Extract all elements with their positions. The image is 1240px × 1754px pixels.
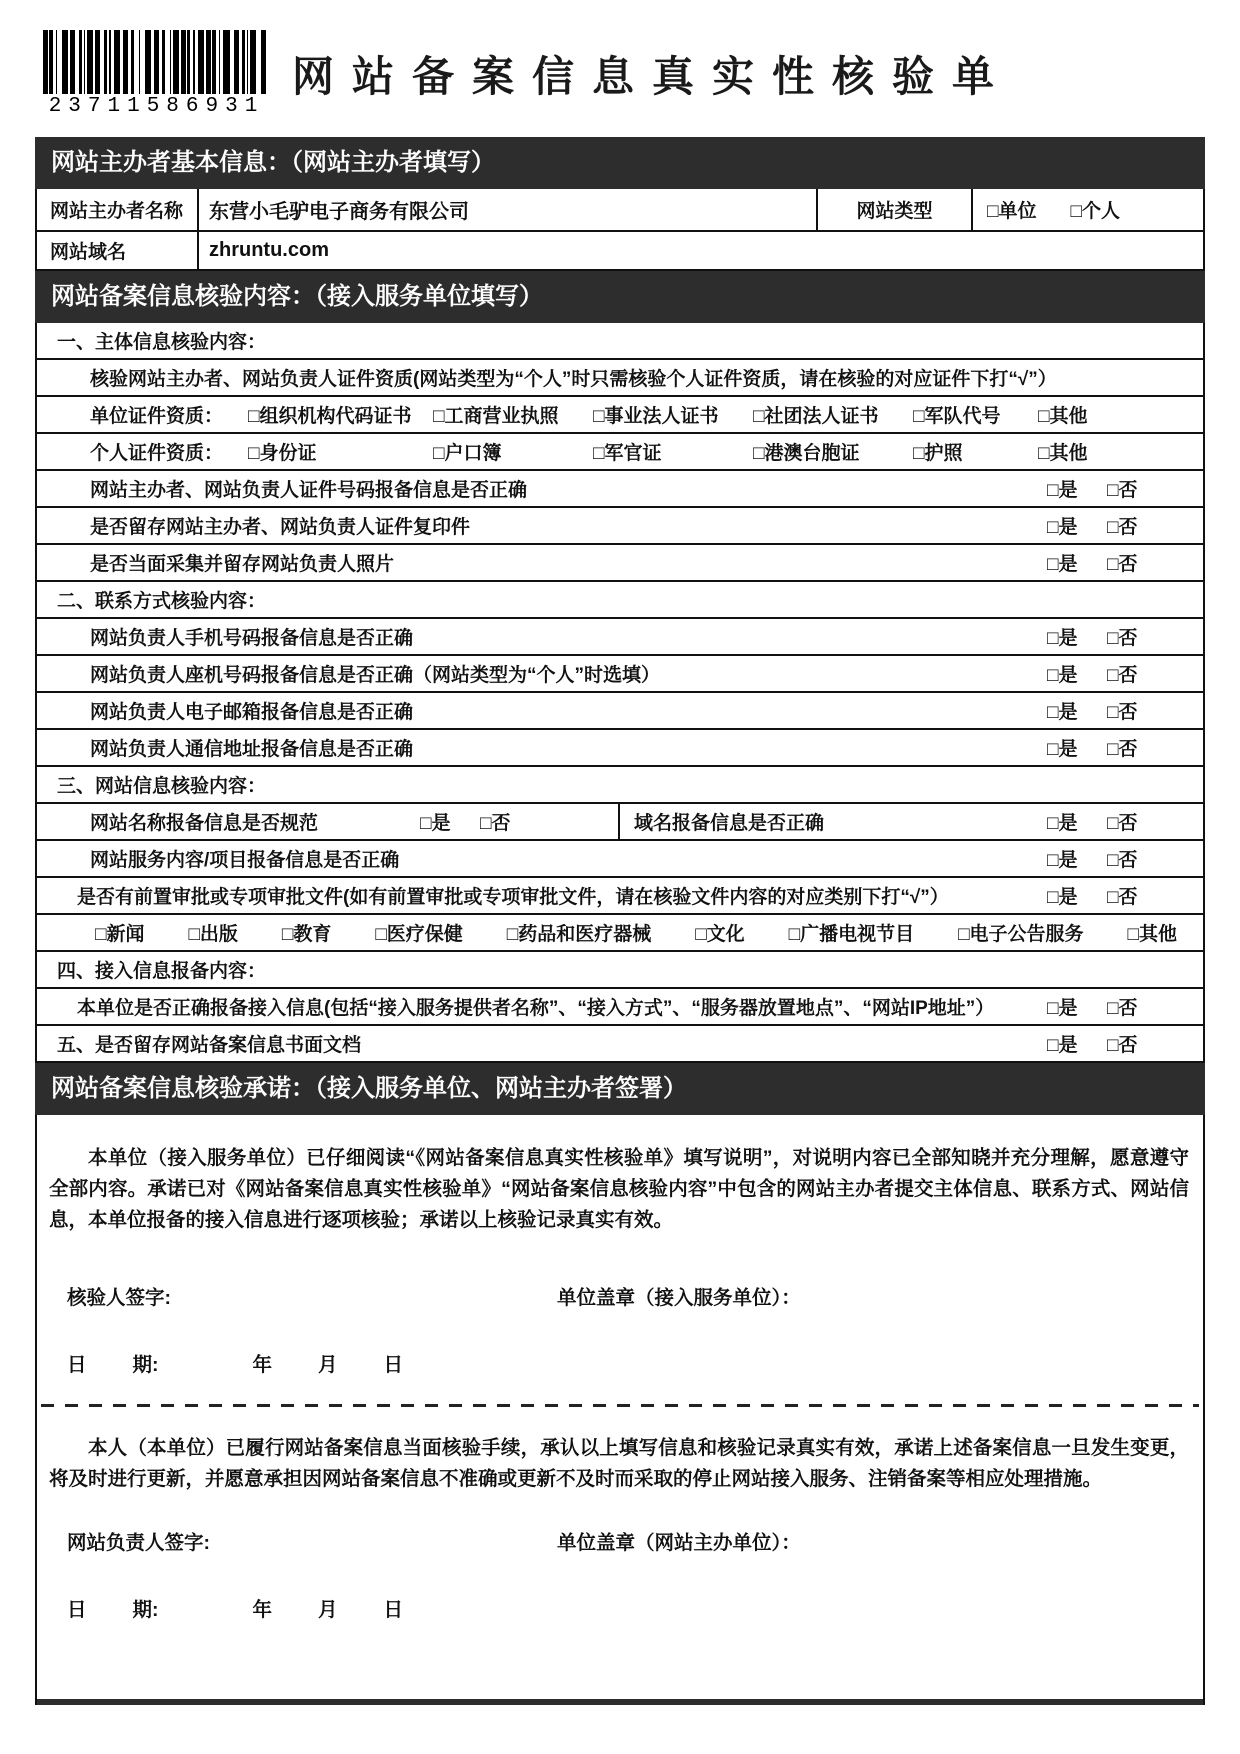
row-pre-approval	[37, 878, 1203, 915]
approval-category-checkbox[interactable]: □医疗保健	[375, 924, 463, 945]
question-text: 网站负责人手机号码报备信息是否正确	[90, 628, 414, 649]
no-checkbox[interactable]: □否	[1107, 554, 1138, 575]
no-checkbox[interactable]: □否	[1107, 480, 1138, 501]
heading-contact-info	[37, 582, 1203, 619]
date-month-label: 月	[318, 1599, 338, 1621]
no-checkbox[interactable]: □否	[1107, 517, 1138, 538]
row-approval-categories	[37, 915, 1203, 952]
unit-cert-option-checkbox[interactable]: □社团法人证书	[753, 406, 879, 427]
heading-label: 一、主体信息核验内容：	[57, 332, 267, 353]
barcode-block	[35, 22, 270, 118]
unit-cert-option-checkbox[interactable]: □事业法人证书	[593, 406, 719, 427]
domain-value[interactable]: zhruntu.com	[197, 232, 1203, 269]
no-checkbox[interactable]: □否	[1107, 998, 1138, 1019]
personal-cert-option-checkbox[interactable]: □军官证	[593, 443, 662, 464]
row-service-content	[37, 841, 1203, 878]
unit-cert-option-checkbox[interactable]: □组织机构代码证书	[248, 406, 412, 427]
question-text: 本单位是否正确报备接入信息(包括“接入服务提供者名称”、“接入方式”、“服务器放置地点”、“网站IP地址”）	[77, 998, 995, 1019]
personal-cert-option-checkbox[interactable]: □港澳台胞证	[753, 443, 860, 464]
question-text: 网站服务内容/项目报备信息是否正确	[90, 850, 400, 871]
no-checkbox[interactable]: □否	[1107, 628, 1138, 649]
row-organizer-name	[37, 189, 1203, 232]
approval-category-checkbox[interactable]: □新闻	[95, 924, 145, 945]
date-month-label: 月	[318, 1354, 338, 1376]
approval-category-checkbox[interactable]: □出版	[188, 924, 238, 945]
personal-cert-option-checkbox[interactable]: □户口簿	[433, 443, 502, 464]
question-text: 是否留存网站主办者、网站负责人证件复印件	[90, 517, 471, 538]
row-paper-archive	[37, 1026, 1203, 1063]
heading-access-info	[37, 952, 1203, 989]
personal-cert-label: 个人证件资质：	[90, 443, 224, 464]
verification-form	[35, 137, 1205, 1705]
approval-category-checkbox[interactable]: □药品和医疗器械	[506, 924, 652, 945]
no-checkbox[interactable]: □否	[480, 813, 511, 834]
yes-checkbox[interactable]: □是	[1047, 998, 1078, 1019]
date-day-label: 日	[383, 1354, 404, 1376]
yes-checkbox[interactable]: □是	[1047, 702, 1078, 723]
form-header	[35, 22, 1205, 124]
date-row-isp[interactable]	[37, 1349, 1203, 1377]
approval-category-checkbox[interactable]: □其他	[1127, 924, 1177, 945]
section-promise-header: 网站备案信息核验承诺：（接入服务单位、网站主办者签署）	[35, 1063, 1205, 1115]
approval-category-checkbox[interactable]: □文化	[695, 924, 745, 945]
approval-category-checkbox[interactable]: □广播电视节目	[788, 924, 915, 945]
section-basic-info-header: 网站主办者基本信息：（网站主办者填写）	[35, 137, 1205, 189]
date-word: 期:	[132, 1354, 159, 1376]
isp-stamp-label[interactable]: 单位盖章（接入服务单位）：	[557, 1287, 801, 1309]
date-day-label: 日	[383, 1599, 404, 1621]
question-text: 是否有前置审批或专项审批文件(如有前置审批或专项审批文件，请在核验文件内容的对应类别下打“√”）	[77, 887, 949, 908]
no-checkbox[interactable]: □否	[1107, 887, 1138, 908]
yes-checkbox[interactable]: □是	[1047, 480, 1078, 501]
question-text: 网站负责人座机号码报备信息是否正确（网站类型为“个人”时选填）	[90, 665, 661, 686]
unit-cert-option-checkbox[interactable]: □工商营业执照	[433, 406, 559, 427]
yes-checkbox[interactable]: □是	[1047, 628, 1078, 649]
heading-label: 三、网站信息核验内容：	[57, 776, 267, 797]
row-sitename-domain	[37, 804, 1203, 841]
sign-row-verifier	[37, 1282, 1203, 1310]
yes-checkbox[interactable]: □是	[420, 813, 451, 834]
row-cert-copy	[37, 508, 1203, 545]
site-type-options	[971, 189, 1203, 230]
yes-checkbox[interactable]: □是	[1047, 517, 1078, 538]
domain-label: 网站域名	[50, 242, 127, 263]
row-cert-intro	[37, 360, 1203, 397]
yes-checkbox[interactable]: □是	[1047, 665, 1078, 686]
page	[35, 22, 1205, 1705]
row-access-report	[37, 989, 1203, 1026]
barcode-icon	[43, 30, 270, 94]
heading-subject-info	[37, 323, 1203, 360]
cert-intro-text: 核验网站主办者、网站负责人证件资质(网站类型为“个人”时只需核验个人证件资质，请在核验的对应证件下打“√”）	[90, 369, 1057, 390]
site-type-unit-checkbox[interactable]: □单位	[987, 201, 1037, 222]
domain-question	[620, 804, 1203, 839]
question-text: 五、是否留存网站备案信息书面文档	[57, 1035, 362, 1056]
no-checkbox[interactable]: □否	[1107, 813, 1138, 834]
personal-cert-option-checkbox[interactable]: □身份证	[248, 443, 317, 464]
page-title: 网站备案信息真实性核验单	[292, 53, 1013, 100]
date-word: 日	[67, 1354, 87, 1376]
question-text: 是否当面采集并留存网站负责人照片	[90, 554, 395, 575]
unit-cert-label: 单位证件资质：	[90, 406, 224, 427]
no-checkbox[interactable]: □否	[1107, 665, 1138, 686]
yes-checkbox[interactable]: □是	[1047, 1035, 1078, 1056]
unit-cert-option-checkbox[interactable]: □军队代号	[913, 406, 1001, 427]
site-type-label: 网站类型	[816, 189, 971, 230]
promise-box	[37, 1143, 1203, 1705]
heading-website-info	[37, 767, 1203, 804]
question-text: 网站负责人电子邮箱报备信息是否正确	[90, 702, 414, 723]
heading-label: 四、接入信息报备内容：	[57, 961, 267, 982]
question-text: 网站主办者、网站负责人证件号码报备信息是否正确	[90, 480, 528, 501]
row-photo	[37, 545, 1203, 582]
yes-checkbox[interactable]: □是	[1047, 813, 1078, 834]
no-checkbox[interactable]: □否	[1107, 739, 1138, 760]
promise-paragraph-isp: 本单位（接入服务单位）已仔细阅读“《网站备案信息真实性核验单》填写说明”，对说明内容已全部知晓并充分理解，愿意遵守全部内容。承诺已对《网站备案信息真实性核验单》“网站备案信息核验内容”中包含的网站主办者提交主体信息、联系方式、网站信息，本单位报备的接入信息进行逐项核验；承诺以上核验记录真实有效。	[49, 1147, 1189, 1231]
verifier-signature-label[interactable]: 核验人签字:	[67, 1287, 171, 1309]
sign-row-site-manager	[37, 1527, 1203, 1555]
barcode-number: 23711586931	[48, 95, 265, 118]
date-word: 期:	[132, 1599, 159, 1621]
row-unit-cert	[37, 397, 1203, 434]
no-checkbox[interactable]: □否	[1107, 1035, 1138, 1056]
question-text: 域名报备信息是否正确	[634, 813, 825, 834]
site-type-personal-checkbox[interactable]: □个人	[1070, 201, 1120, 222]
sitename-question	[37, 804, 620, 839]
yes-checkbox[interactable]: □是	[1047, 850, 1078, 871]
site-manager-signature-label[interactable]: 网站负责人签字:	[67, 1532, 210, 1554]
date-year-label: 年	[252, 1354, 273, 1376]
question-text: 网站名称报备信息是否规范	[90, 813, 319, 834]
yes-checkbox[interactable]: □是	[1047, 739, 1078, 760]
organizer-stamp-label[interactable]: 单位盖章（网站主办单位）：	[557, 1532, 801, 1554]
no-checkbox[interactable]: □否	[1107, 702, 1138, 723]
date-row-organizer[interactable]	[37, 1594, 1203, 1622]
question-text: 网站负责人通信地址报备信息是否正确	[90, 739, 414, 760]
row-cert-number	[37, 471, 1203, 508]
row-email	[37, 693, 1203, 730]
no-checkbox[interactable]: □否	[1107, 850, 1138, 871]
personal-cert-option-checkbox[interactable]: □其他	[1038, 443, 1088, 464]
personal-cert-option-checkbox[interactable]: □护照	[913, 443, 963, 464]
approval-category-checkbox[interactable]: □电子公告服务	[958, 924, 1084, 945]
unit-cert-option-checkbox[interactable]: □其他	[1038, 406, 1088, 427]
row-personal-cert	[37, 434, 1203, 471]
row-landline	[37, 656, 1203, 693]
date-year-label: 年	[252, 1599, 273, 1621]
dashed-divider	[41, 1404, 1199, 1407]
row-mobile	[37, 619, 1203, 656]
date-word: 日	[67, 1599, 87, 1621]
yes-checkbox[interactable]: □是	[1047, 554, 1078, 575]
section-verify-header: 网站备案信息核验内容：（接入服务单位填写）	[35, 271, 1205, 323]
heading-label: 二、联系方式核验内容：	[57, 591, 267, 612]
row-domain	[37, 232, 1203, 271]
row-address	[37, 730, 1203, 767]
organizer-name-value[interactable]: 东营小毛驴电子商务有限公司	[197, 189, 816, 230]
organizer-name-label: 网站主办者名称	[50, 201, 184, 222]
promise-paragraph-organizer: 本人（本单位）已履行网站备案信息当面核验手续，承认以上填写信息和核验记录真实有效，承诺上述备案信息一旦发生变更，将及时进行更新，并愿意承担因网站备案信息不准确或更新不及时而采取的停止网站接入服务、注销备案等相应处理措施。	[49, 1437, 1189, 1490]
yes-checkbox[interactable]: □是	[1047, 887, 1078, 908]
approval-category-checkbox[interactable]: □教育	[281, 924, 332, 945]
